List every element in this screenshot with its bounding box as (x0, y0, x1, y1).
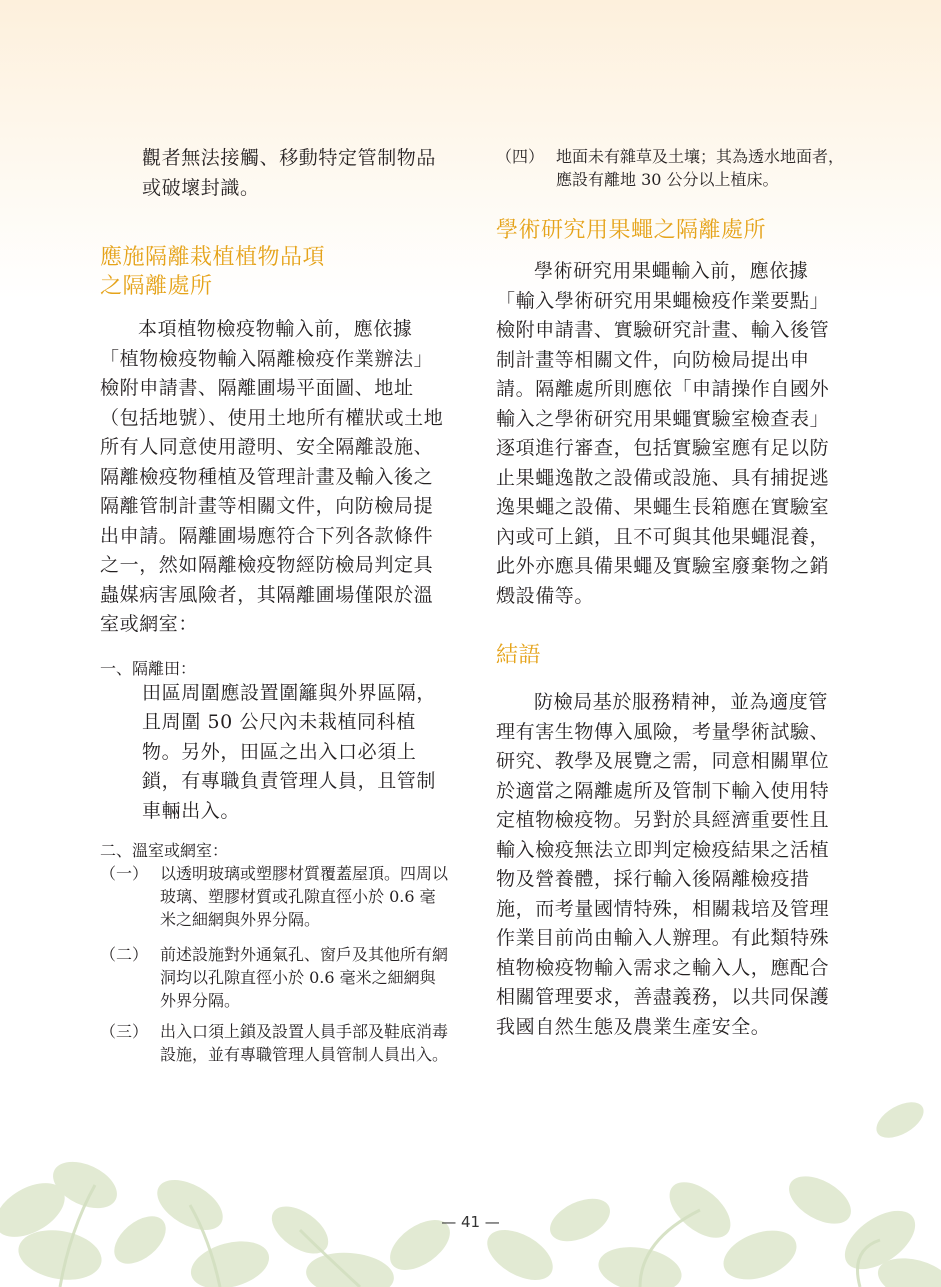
section-heading-isolation-planting (100, 243, 450, 301)
sub-item-text: 出入口須上鎖及設置人員手部及鞋底消毒設施，並有專職管理人員管制人員出入。 (160, 1022, 449, 1064)
sub-item-text: 前述設施對外通氣孔、窗戶及其他所有網洞均以孔隙直徑小於 0.6 毫米之細網與外界分隔。 (160, 945, 449, 1010)
sub-item-3 (100, 1019, 450, 1065)
body-paragraph-isolation-planting: 本項植物檢疫物輸入前，應依據「植物檢疫物輸入隔離檢疫作業辦法」檢附申請書、隔離圃場平面圖、地址（包括地號）、使用土地所有權狀或土地所有人同意使用證明、安全隔離設施、隔離檢疫物種植及管理計畫及輸入後之隔離管制計畫等相關文件，向防檢局提出申請。隔離圃場應符合下列各款條件之一，然如隔離檢疫物經防檢局判定具蟲媒病害風險者，其隔離圃場僅限於溫室或網室： (100, 318, 444, 635)
sub-item-4 (496, 144, 846, 190)
list-item-title: 溫室或網室： (132, 841, 229, 860)
sub-item-1 (100, 861, 450, 930)
list-marker: 二、 (100, 841, 133, 860)
list-item-title: 隔離田： (132, 658, 197, 678)
page-number: — 41 — (441, 1213, 500, 1231)
body-paragraph-conclusion: 防檢局基於服務精神，並為適度管理有害生物傳入風險，考量學術試驗、研究、教學及展覽之需，同意相關單位於適當之隔離處所及管制下輸入使用特定植物檢疫物。另對於具經濟重要性且輸入檢疫無法立即判定檢疫結果之活植物及營養體，採行輸入後隔離檢疫措施，而考量國情特殊，相關栽培及管理作業目前尚由輸入人辦理。有此類特殊植物檢疫物輸入需求之輸入人，應配合相關管理要求，善盡義務，以共同保護我國自然生態及農業生產安全。 (496, 691, 830, 1038)
sub-item-text: 地面未有雜草及土壤；其為透水地面者，應設有離地 30 公分以上植床。 (556, 147, 845, 189)
sub-item-2 (100, 942, 450, 1011)
body-paragraph-fruit-fly: 學術研究用果蠅輸入前，應依據「輸入學術研究用果蠅檢疫作業要點」檢附申請書、實驗研究計畫、輸入後管制計畫等相關文件，向防檢局提出申請。隔離處所則應依「申請操作自國外輸入之學術研究用果蠅實驗室檢查表」逐項進行審查，包括實驗室應有足以防止果蠅逸散之設備或設施、具有捕捉逃逸果蠅之設備、果蠅生長箱應在實驗室內或可上鎖，且不可與其他果蠅混養，此外亦應具備果蠅及實驗室廢棄物之銷燬設備等。 (496, 260, 830, 607)
left-column (100, 144, 450, 1065)
sub-item-marker: （一） (100, 864, 149, 883)
sub-item-marker: （二） (100, 945, 149, 964)
sub-item-marker: （三） (100, 1022, 149, 1041)
list-marker: 一、 (100, 658, 133, 678)
list-item-isolation-field (100, 656, 450, 679)
section-heading-fruit-fly: 學術研究用果蠅之隔離處所 (496, 218, 767, 243)
list-item-greenhouse (100, 838, 450, 861)
section-heading-conclusion: 結語 (496, 643, 542, 668)
heading-line-2: 之隔離處所 (100, 274, 213, 299)
sub-item-text: 以透明玻璃或塑膠材質覆蓋屋頂。四周以玻璃、塑膠材質或孔隙直徑小於 0.6 毫米之細網與外界分隔。 (160, 864, 449, 929)
continuation-paragraph: 觀者無法接觸、移動特定管制物品或破壞封識。 (142, 147, 437, 199)
decorative-leaves-illustration (0, 1090, 941, 1287)
list-item-text: 田區周圍應設置圍籬與外界區隔，且周圍 50 公尺內未栽植同科植物。另外，田區之出入口必須上鎖，有專職負責管理人員，且管制車輛出入。 (142, 681, 437, 822)
sub-item-marker: （四） (496, 147, 545, 166)
right-column (496, 144, 846, 1042)
heading-line-1: 應施隔離栽植植物品項 (100, 245, 326, 270)
